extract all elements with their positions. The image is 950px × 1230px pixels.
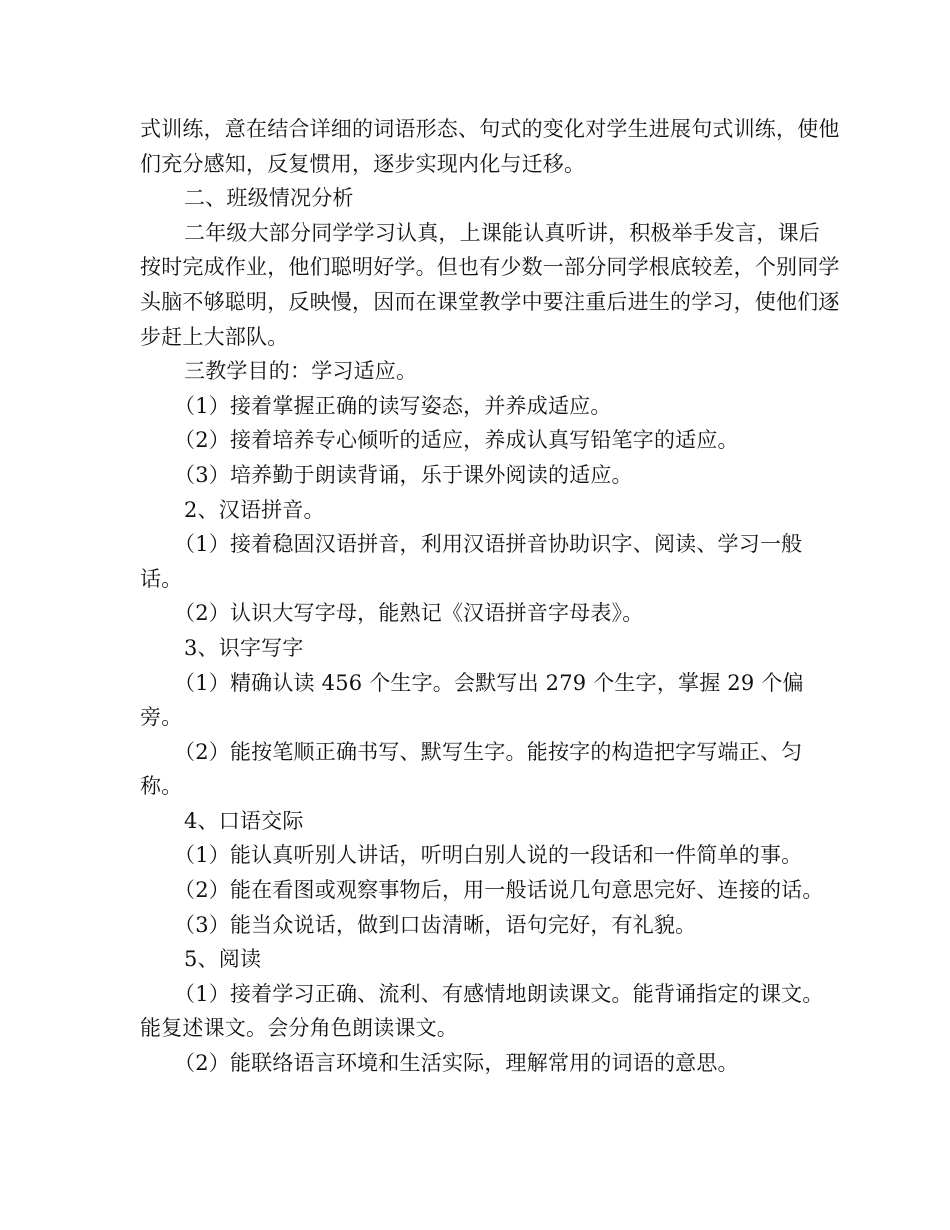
paragraph-0: 式训练，意在结合详细的词语形态、句式的变化对学生进展句式训练，使他们充分感知，反复惯用，逐步实现内化与迁移。 [140, 117, 840, 176]
section-heading-pinyin: 2、汉语拼音。 [184, 497, 325, 522]
list-item-oral-3: （3）能当众说话，做到口齿清晰，语句完好，有礼貌。 [174, 912, 697, 937]
list-item-literacy-1: （1）精确认读 456 个生字。会默写出 279 个生字，掌握 29 个偏旁。 [140, 670, 804, 730]
section-heading-class-analysis: 二、班级情况分析 [184, 186, 354, 211]
list-item-literacy-2: （2）能按笔顺正确书写、默写生字。能按字的构造把字写端正、匀称。 [140, 739, 803, 799]
list-item-oral-2: （2）能在看图或观察事物后，用一般话说几句意思完好、连接的话。 [174, 878, 824, 903]
section-heading-oral: 4、口语交际 [184, 808, 304, 833]
list-item-oral-1: （1）能认真听别人讲话，听明白别人说的一段话和一件简单的事。 [174, 843, 803, 868]
list-item-pinyin-1: （1）接着稳固汉语拼音，利用汉语拼音协助识字、阅读、学习一般话。 [140, 532, 803, 591]
section-heading-literacy: 3、识字写字 [184, 635, 304, 660]
list-item-pinyin-2: （2）认识大写字母，能熟记《汉语拼音字母表》。 [174, 601, 644, 626]
document-body [140, 112, 840, 1081]
list-item-habit-3: （3）培养勤于朗读背诵，乐于课外阅读的适应。 [174, 462, 633, 487]
list-item-reading-1: （1）接着学习正确、流利、有感情地朗读课文。能背诵指定的课文。能复述课文。会分角色朗读课文。 [140, 981, 824, 1041]
section-heading-teaching-goals: 三教学目的：学习适应。 [184, 359, 418, 384]
list-item-reading-2: （2）能联络语言环境和生活实际，理解常用的词语的意思。 [174, 1051, 739, 1076]
list-item-habit-1: （1）接着掌握正确的读写姿态，并养成适应。 [174, 393, 612, 418]
paragraph-class-analysis: 二年级大部分同学学习认真，上课能认真听讲，积极举手发言，课后按时完成作业，他们聪明好学。但也有少数一部分同学根底较差，个别同学头脑不够聪明，反映慢，因而在课堂教学中要注重后进生的学习，使他们逐步赶上大部队。 [140, 220, 840, 349]
section-heading-reading: 5、阅读 [184, 947, 262, 972]
list-item-habit-2: （2）接着培养专心倾听的适应，养成认真写铅笔字的适应。 [174, 428, 739, 453]
